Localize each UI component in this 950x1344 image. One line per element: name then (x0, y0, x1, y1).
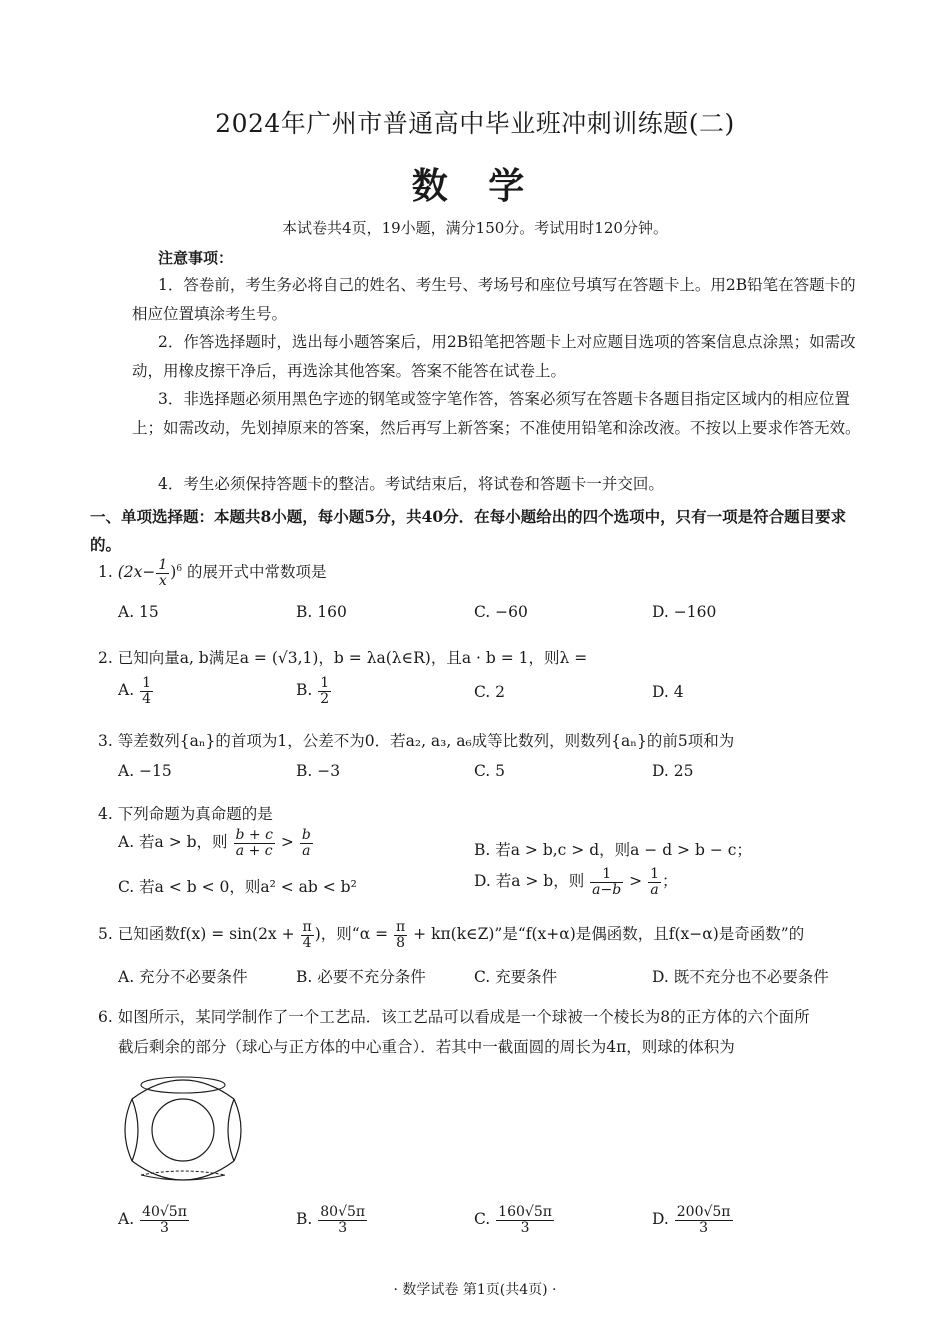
q1-exponent: 6 (176, 564, 183, 575)
q6-c-label: C. (474, 1210, 491, 1229)
q1-option-b: B. 160 (296, 603, 347, 621)
q6-c-num: 160√5π (498, 1204, 552, 1220)
q4-a-num-2: b (301, 827, 311, 843)
q5-pre: 5. 已知函数f(x) = sin(2x + (98, 925, 295, 944)
q4-option-c: C. 若a < b < 0，则a² < ab < b² (118, 878, 357, 896)
q6-a-label: A. (118, 1210, 135, 1229)
q5-option-a: A. 充分不必要条件 (118, 968, 248, 986)
q5-frac-2 (394, 920, 407, 950)
q4-a-frac-2 (300, 828, 313, 858)
question-5-stem (98, 920, 868, 950)
q5-post: + kπ(k∈Z)”是“f(x+α)是偶函数，且f(x−α)是奇函数”的 (413, 925, 805, 944)
truncated-sphere-drawing (118, 1065, 248, 1195)
exam-meta: 本试卷共4页，19小题，满分150分。考试用时120分钟。 (282, 219, 668, 237)
q6-option-c (474, 1205, 555, 1235)
q6-option-d (652, 1205, 734, 1235)
q5-num-1: π (302, 919, 312, 935)
q6-b-fraction (318, 1205, 367, 1235)
q2-option-c: C. 2 (474, 683, 506, 701)
q6-b-label: B. (296, 1210, 313, 1229)
q3-option-b: B. −3 (296, 762, 341, 780)
q2-a-fraction (140, 676, 153, 706)
q6-d-fraction (675, 1205, 733, 1235)
q6-b-num: 80√5π (320, 1204, 366, 1220)
q1-option-c: C. −60 (474, 603, 528, 621)
q2-b-fraction (318, 676, 331, 706)
q6-option-a (118, 1205, 190, 1235)
q6-c-den: 3 (520, 1219, 530, 1236)
q4-d-frac-2 (648, 867, 661, 897)
q1-option-a: A. 15 (118, 603, 159, 621)
notice-item-1: 1．答卷前，考生务必将自己的姓名、考生号、考场号和座位号填写在答题卡上。用2B铅笔在答题卡的相应位置填涂考生号。 (132, 276, 856, 323)
q4-a-gt: > (280, 833, 294, 852)
q1-tail: 的展开式中常数项是 (187, 563, 327, 582)
page-footer: · 数学试卷 第1页(共4页) · (393, 1282, 557, 1298)
q4-d-gt: > (629, 872, 643, 891)
notice-item-2: 2．作答选择题时，选出每小题答案后，用2B铅笔把答题卡上对应题目选项的答案信息点涂黑；如需改动，用橡皮擦干净后，再选涂其他答案。答案不能答在试卷上。 (132, 333, 856, 380)
q6-a-den: 3 (160, 1219, 169, 1236)
q4-d-den-2: a (650, 881, 659, 898)
q3-option-d: D. 25 (652, 762, 694, 780)
subject-heading: 数 学 (411, 165, 539, 207)
question-2-stem: 2. 已知向量a, b满足a = (√3,1)，b = λa(λ∈R)，且a · b = 1，则λ = (98, 649, 588, 667)
q6-d-num: 200√5π (676, 1204, 731, 1220)
question-6-line-1: 6. 如图所示，某同学制作了一个工艺品．该工艺品可以看成是一个球被一个棱长为8的正方体的六个面所 (98, 1008, 810, 1026)
q1-expr-post: ) (170, 563, 177, 582)
exam-title: 2024年广州市普通高中毕业班冲刺训练题(二) (215, 109, 735, 138)
q2-option-b (296, 676, 332, 706)
truncated-sphere-figure (118, 1065, 248, 1199)
q2-a-label: A. (118, 681, 135, 700)
q5-den-2: 8 (396, 934, 406, 951)
q5-den-1: 4 (302, 934, 312, 951)
q4-d-num-2: 1 (650, 866, 660, 882)
q2-b-label: B. (296, 681, 313, 700)
q2-b-num: 1 (320, 675, 330, 691)
q1-frac-num: 1 (158, 557, 168, 573)
section-heading: 一、单项选择题：本题共8小题，每小题5分，共40分．在每小题给出的四个选项中，只有一项是符合题目要求的。 (90, 507, 847, 554)
q4-option-b: B. 若a > b,c > d，则a − d > b − c； (474, 841, 752, 859)
q6-d-den: 3 (699, 1219, 709, 1236)
q3-option-a: A. −15 (118, 762, 172, 780)
q5-option-c: C. 充要条件 (474, 968, 558, 986)
q3-option-c: C. 5 (474, 762, 506, 780)
q4-d-pre: D. 若a > b，则 (474, 872, 585, 891)
q1-number: 1. (98, 563, 113, 582)
q1-frac-den: x (158, 572, 167, 589)
notice-item-4: 4．考生必须保持答题卡的整洁。考试结束后，将试卷和答题卡一并交回。 (158, 475, 664, 493)
q5-mid: )，则“α = (314, 925, 389, 944)
question-6-line-2: 截后剩余的部分（球心与正方体的中心重合）．若其中一截面圆的周长为4π，则球的体积为 (118, 1038, 735, 1056)
q4-a-frac-1 (234, 828, 275, 858)
q5-option-d: D. 既不充分也不必要条件 (652, 968, 829, 986)
q5-num-2: π (396, 919, 406, 935)
q4-option-d (474, 867, 678, 897)
q1-expr-pre: (2x− (117, 563, 156, 582)
notice-item-3: 3．非选择题必须用黑色字迹的钢笔或签字笔作答，答案必须写在答题卡各题目指定区域内的相应位置上；如需改动，先划掉原来的答案，然后再写上新答案；不准使用铅笔和涂改液。不按以上要求作答无效。 (132, 390, 861, 437)
q4-a-num-1: b + c (235, 827, 273, 843)
q6-b-den: 3 (338, 1219, 348, 1236)
q4-option-a (118, 828, 314, 858)
q2-b-den: 2 (320, 690, 330, 707)
question-4-stem: 4. 下列命题为真命题的是 (98, 805, 273, 823)
q2-a-den: 4 (142, 690, 151, 707)
q5-option-b: B. 必要不充分条件 (296, 968, 426, 986)
q6-a-fraction (140, 1205, 189, 1235)
q6-d-label: D. (652, 1210, 669, 1229)
q5-frac-1 (301, 920, 314, 950)
q6-c-fraction (496, 1205, 554, 1235)
q1-option-d: D. −160 (652, 603, 717, 621)
q4-a-pre: A. 若a > b，则 (118, 833, 228, 852)
question-1-stem (98, 558, 868, 588)
q4-d-post: ； (662, 872, 678, 891)
q2-option-d: D. 4 (652, 683, 684, 701)
notice-heading: 注意事项： (158, 249, 234, 267)
q4-d-frac-1 (590, 867, 623, 897)
q2-option-a (118, 676, 154, 706)
q1-fraction (156, 558, 169, 588)
q4-d-den-1: a−b (592, 881, 622, 898)
q2-a-num: 1 (142, 675, 151, 691)
q6-option-b (296, 1205, 368, 1235)
q4-a-den-2: a (302, 842, 311, 859)
question-3-stem: 3. 等差数列{aₙ}的首项为1，公差不为0．若a₂, a₃, a₆成等比数列，则数列{aₙ}的前5项和为 (98, 732, 735, 750)
q6-a-num: 40√5π (142, 1204, 187, 1220)
q4-a-den-1: a + c (235, 842, 273, 859)
q4-d-num-1: 1 (590, 867, 623, 883)
